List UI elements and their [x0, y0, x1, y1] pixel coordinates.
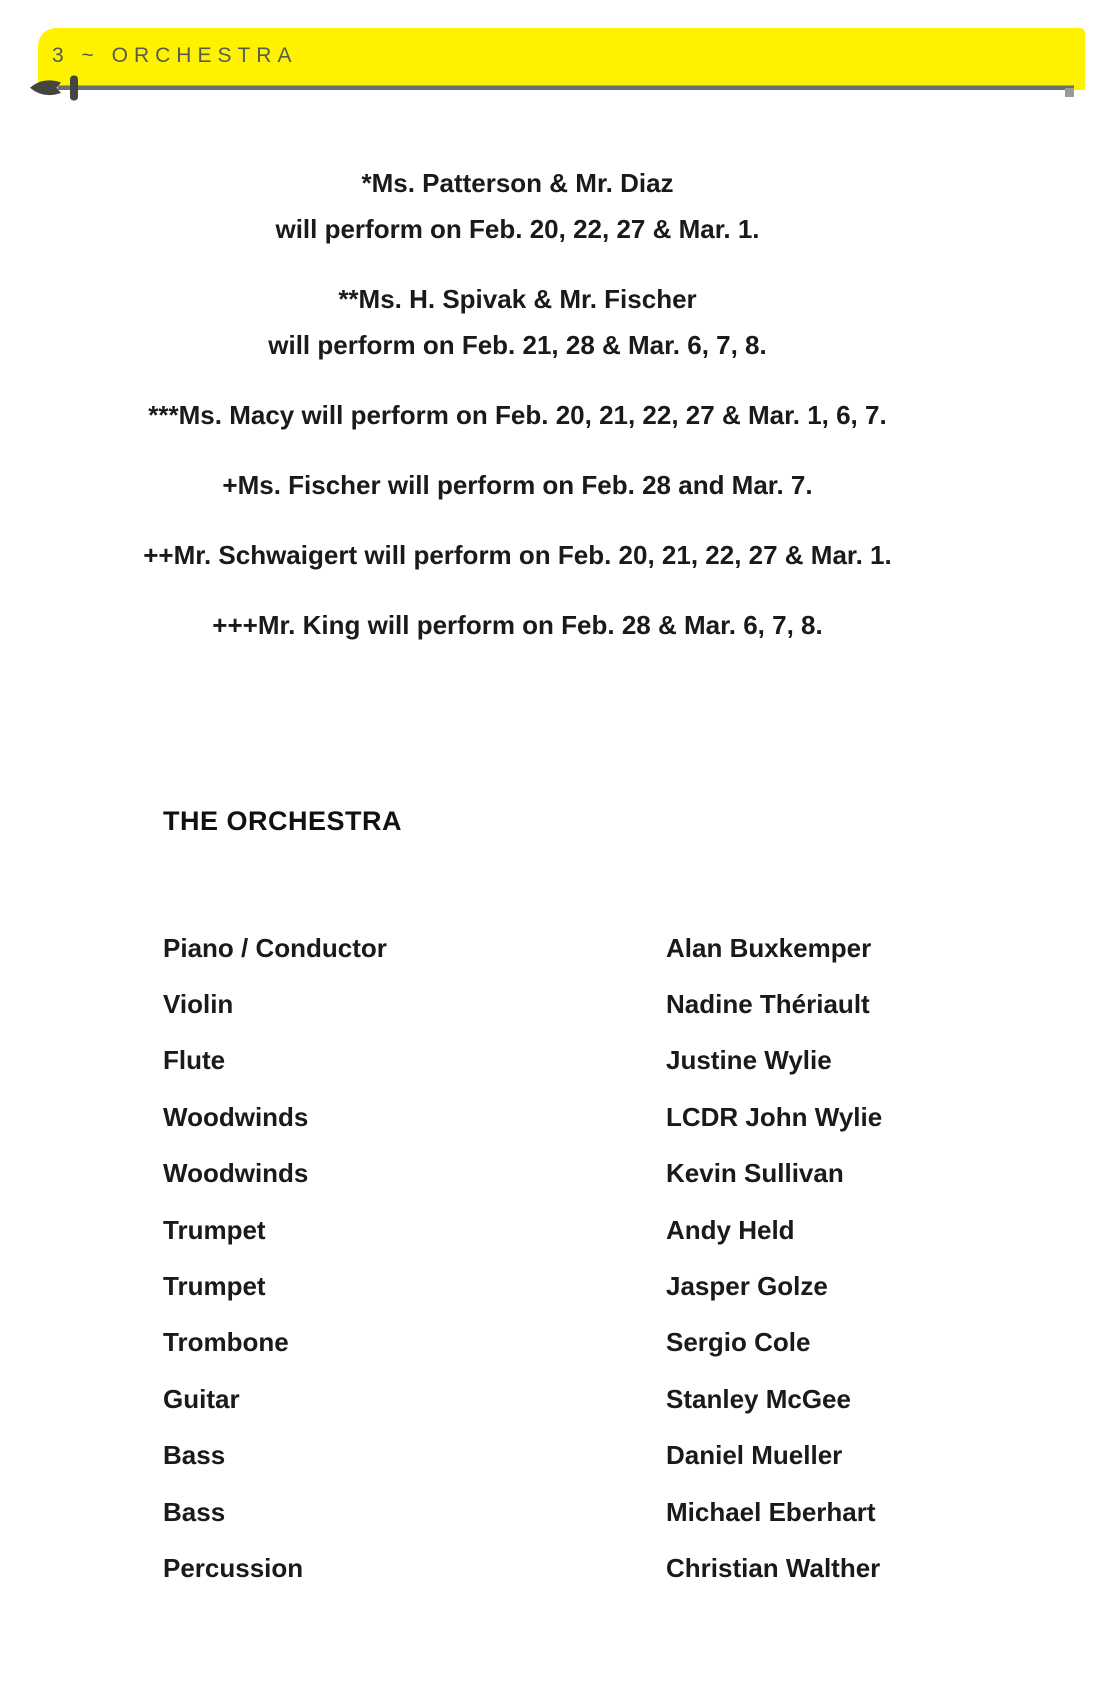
- roster-name: Jasper Golze: [666, 1271, 828, 1302]
- note-line: ++Mr. Schwaigert will perform on Feb. 20, 21, 22, 27 & Mar. 1.: [143, 540, 892, 570]
- roster-instrument: Trumpet: [163, 1214, 266, 1245]
- page-title: 3 ~ ORCHESTRA: [52, 44, 298, 67]
- roster-row: [163, 1202, 1043, 1258]
- roster-name: Nadine Thériault: [666, 989, 870, 1020]
- note-line: +Ms. Fischer will perform on Feb. 28 and Mar. 7.: [222, 470, 813, 500]
- roster-instrument: Flute: [163, 1045, 226, 1076]
- performance-note: [30, 602, 1005, 648]
- performance-note: [30, 276, 1005, 368]
- roster-name: Kevin Sullivan: [666, 1158, 844, 1189]
- roster-name: Christian Walther: [666, 1552, 881, 1583]
- performance-note: [30, 532, 1005, 578]
- roster-row: [163, 1146, 1043, 1202]
- roster-name: LCDR John Wylie: [666, 1101, 883, 1132]
- roster-instrument: Bass: [163, 1440, 226, 1471]
- roster-instrument: Woodwinds: [163, 1158, 309, 1189]
- note-line: **Ms. H. Spivak & Mr. Fischer: [338, 284, 697, 314]
- performance-note: [30, 392, 1005, 438]
- orchestra-roster: [163, 920, 1043, 1597]
- roster-instrument: Bass: [163, 1496, 226, 1527]
- rule-end-cap: [1065, 88, 1074, 97]
- note-line: will perform on Feb. 20, 22, 27 & Mar. 1.: [275, 214, 760, 244]
- roster-row: [163, 1428, 1043, 1484]
- note-line: *Ms. Patterson & Mr. Diaz: [361, 168, 674, 198]
- performance-note: [30, 160, 1005, 252]
- roster-row: [163, 1089, 1043, 1145]
- roster-instrument: Percussion: [163, 1552, 304, 1583]
- section-title-orchestra: THE ORCHESTRA: [163, 806, 403, 836]
- roster-row: [163, 1033, 1043, 1089]
- roster-row: [163, 976, 1043, 1032]
- roster-row: [163, 1315, 1043, 1371]
- rule-line: [58, 86, 1074, 91]
- performance-note: [30, 462, 1005, 508]
- roster-row: [163, 1540, 1043, 1596]
- header-rule: [28, 74, 1088, 104]
- roster-instrument: Piano / Conductor: [163, 932, 387, 963]
- roster-instrument: Woodwinds: [163, 1101, 309, 1132]
- roster-name: Andy Held: [666, 1214, 795, 1245]
- roster-instrument: Trombone: [163, 1327, 289, 1358]
- roster-row: [163, 1258, 1043, 1314]
- roster-row: [163, 920, 1043, 976]
- roster-row: [163, 1371, 1043, 1427]
- note-line: +++Mr. King will perform on Feb. 28 & Mar. 6, 7, 8.: [212, 610, 823, 640]
- roster-name: Alan Buxkemper: [666, 932, 872, 963]
- roster-name: Justine Wylie: [666, 1045, 832, 1076]
- roster-name: Sergio Cole: [666, 1327, 811, 1358]
- roster-name: Daniel Mueller: [666, 1440, 843, 1471]
- roster-instrument: Trumpet: [163, 1271, 266, 1302]
- roster-instrument: Guitar: [163, 1383, 240, 1414]
- roster-name: Michael Eberhart: [666, 1496, 876, 1527]
- note-line: ***Ms. Macy will perform on Feb. 20, 21, 22, 27 & Mar. 1, 6, 7.: [148, 400, 887, 430]
- roster-name: Stanley McGee: [666, 1383, 851, 1414]
- baton-leaf-icon: [30, 76, 78, 101]
- note-line: will perform on Feb. 21, 28 & Mar. 6, 7, 8.: [268, 330, 767, 360]
- performance-notes: [30, 160, 1005, 672]
- roster-row: [163, 1484, 1043, 1540]
- roster-instrument: Violin: [163, 989, 234, 1020]
